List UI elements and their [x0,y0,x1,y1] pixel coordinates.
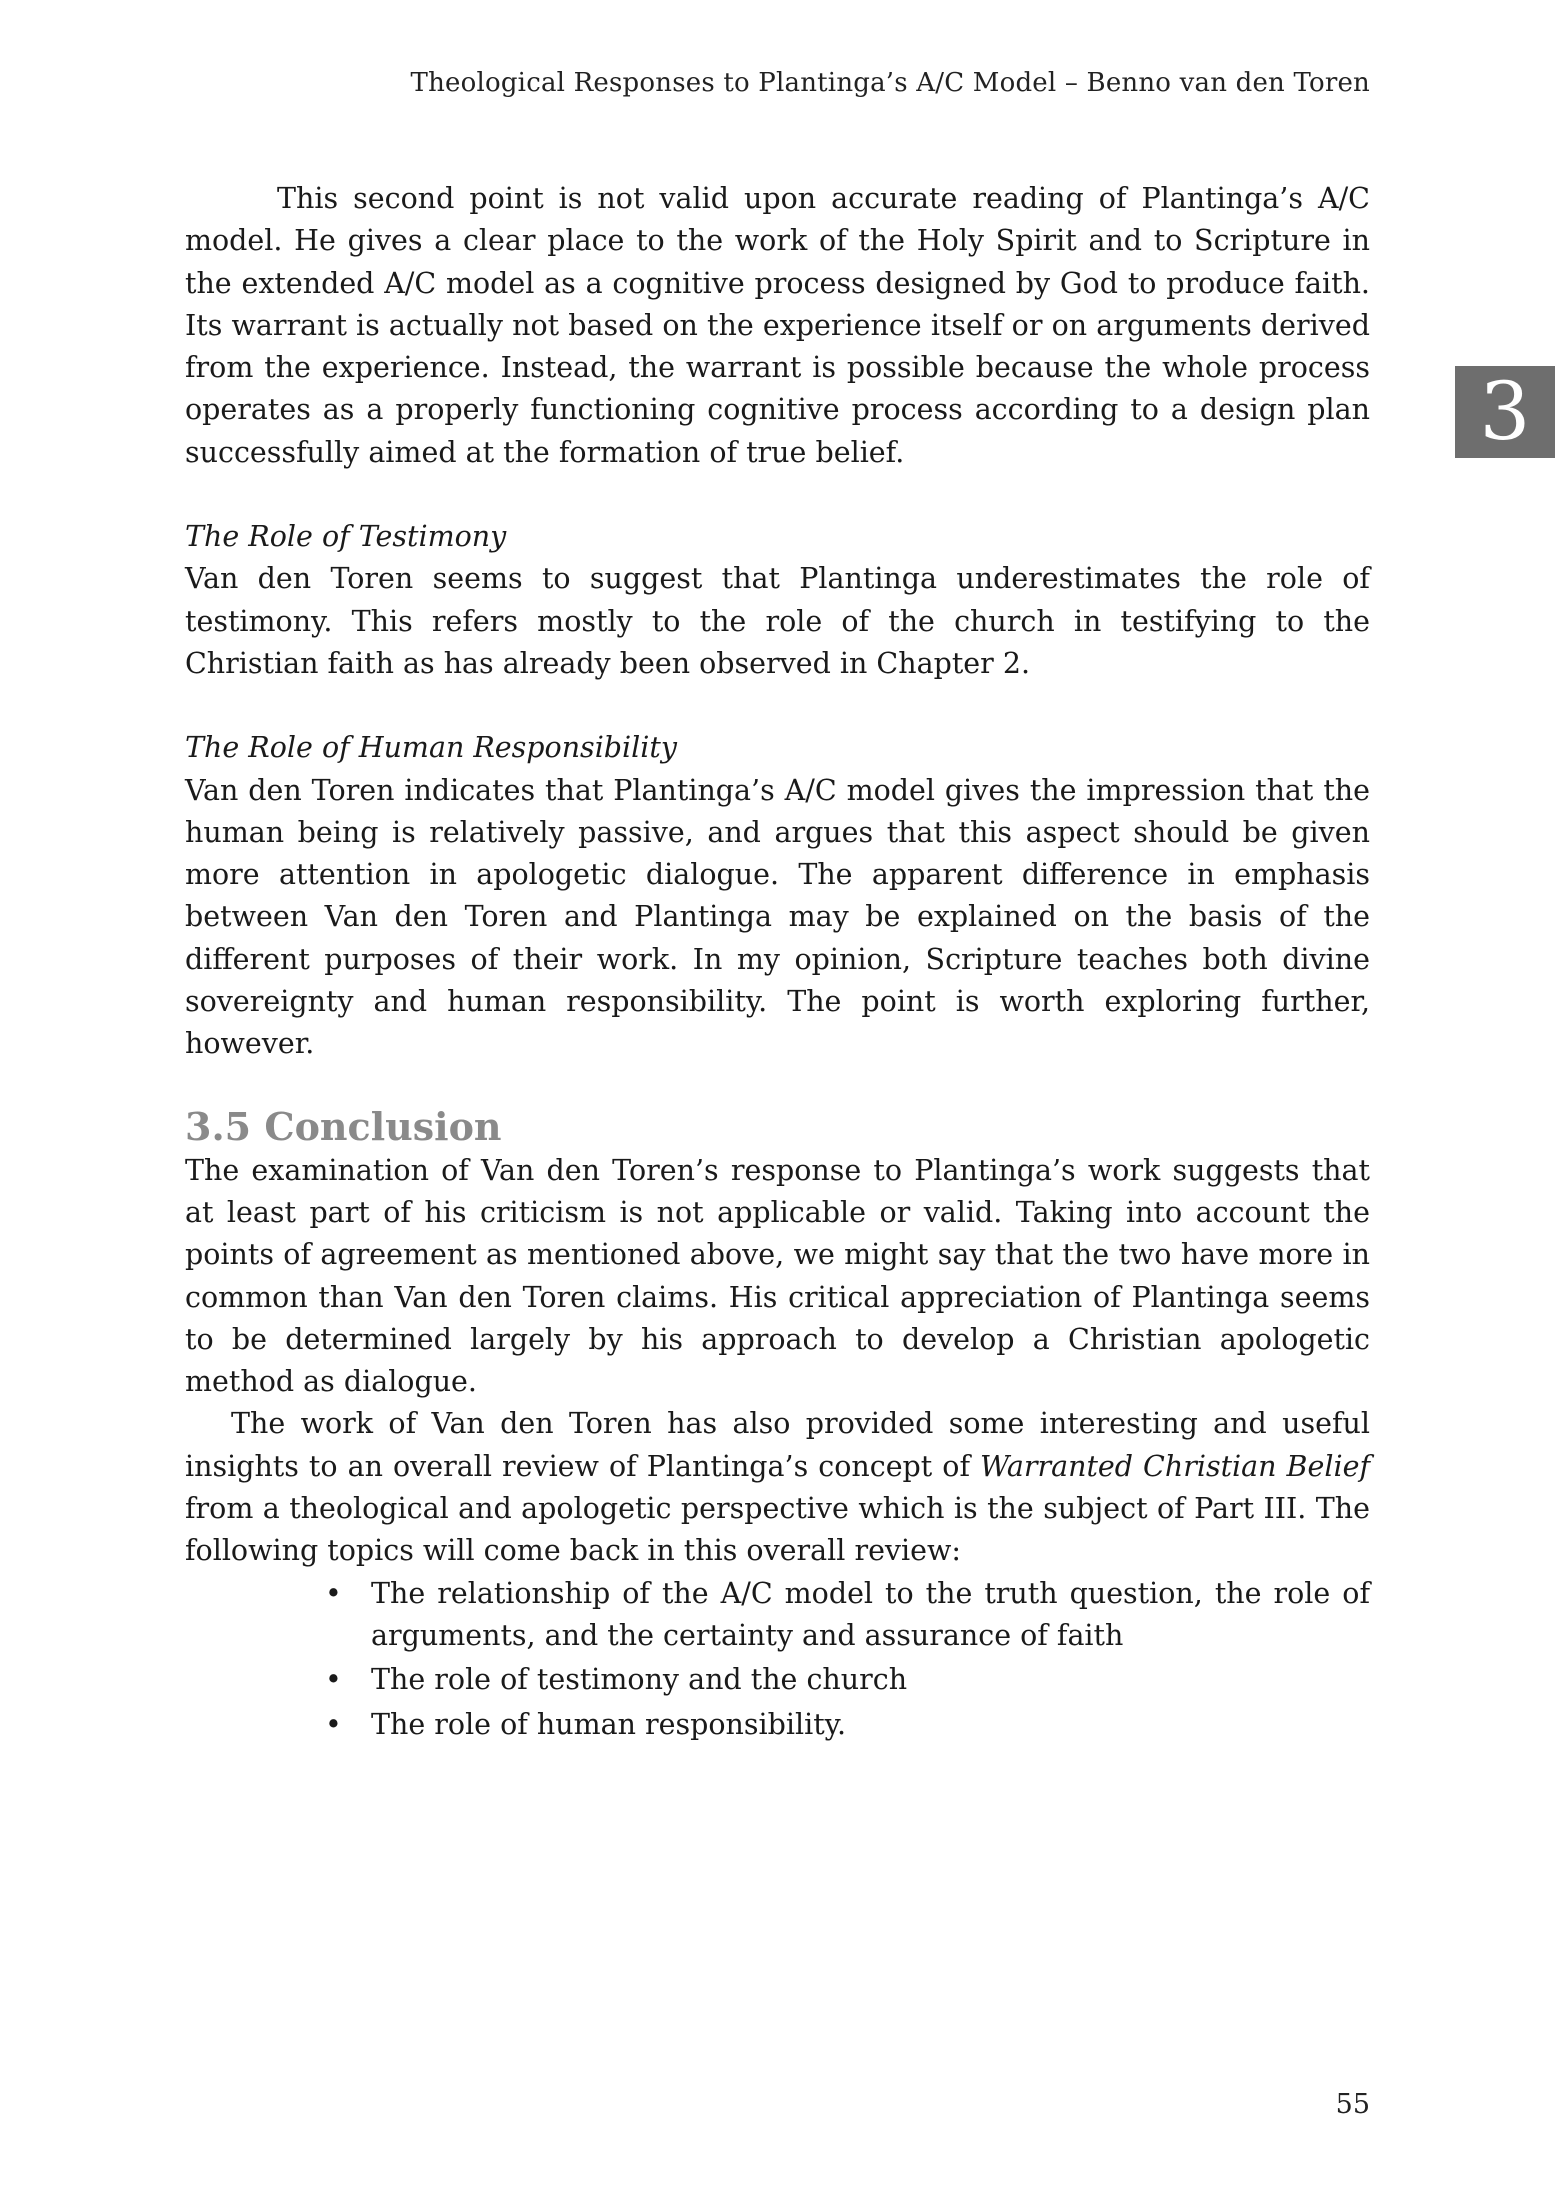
paragraph-spacer [185,685,1370,727]
text-run: from a theological and apologetic perspective which is the subject of Part III. The following topics will come back in this overall review: [185,1492,1370,1568]
body-paragraph: This second point is not valid upon accurate reading of Plantinga’s A/C model. He gives a clear place to the work of the Holy Spirit and to Scripture in the extended A/C model as a cognitive process designed by God to produce faith. Its warrant is actually not based on the experience itself or on arguments derived from the experience. Instead, the warrant is possible because the whole process operates as a properly functioning cognitive process according to a design plan successfully aimed at the formation of true belief. [185,182,1370,469]
bullet-icon: • [325,1576,342,1610]
list-item [325,1704,1370,1746]
text-run: The work of Van den Toren has also provided some interesting and useful insights to an overall review of Plantinga’s concept of [185,1407,1370,1483]
running-header: Theological Responses to Plantinga’s A/C Model – Benno van den Toren [410,68,1370,98]
list-item [325,1659,1370,1701]
list-item-text: The role of testimony and the church [371,1663,908,1697]
list-item-text: The role of human responsibility. [371,1707,847,1741]
book-title: Warranted Christian Belief [980,1449,1370,1483]
body-paragraph: Van den Toren indicates that Plantinga’s A/C model gives the impression that the human being is relatively passive, and argues that this aspect should be given more attention in apologetic dialogue. The apparent difference in emphasis between Van den Toren and Plantinga may be explained on the basis of the different purposes of their work. In my opinion, Scripture teaches both divine sovereignty and human responsibility. The point is worth exploring further, however. [185,773,1370,1061]
subheading-responsibility: The Role of Human Responsibility [185,731,677,765]
bullet-icon: • [325,1707,342,1741]
topics-list [185,1573,1370,1746]
page-body [185,178,1370,1748]
paragraph-spacer [185,474,1370,516]
page-number: 55 [1335,2089,1370,2120]
body-paragraph: Van den Toren seems to suggest that Plantinga underestimates the role of testimony. This refers mostly to the role of the church in testifying to the Christian faith as has already been observed in Chapter 2. [185,562,1370,680]
body-paragraph: The examination of Van den Toren’s response to Plantinga’s work suggests that at least part of his criticism is not applicable or valid. Taking into account the points of agreement as mentioned above, we might say that the two have more in common than Van den Toren claims. His critical appreciation of Plantinga seems to be determined largely by his approach to develop a Christian apologetic method as dialogue. [185,1153,1370,1399]
bullet-icon: • [325,1663,342,1697]
section-title: 3.5 Conclusion [185,1103,502,1149]
list-item [325,1573,1370,1658]
body-paragraph [185,1403,1370,1572]
chapter-tab: 3 [1455,366,1555,458]
subheading-testimony: The Role of Testimony [185,520,507,554]
list-item-text: The relationship of the A/C model to the truth question, the role of arguments, and the certainty and assurance of faith [371,1576,1370,1652]
